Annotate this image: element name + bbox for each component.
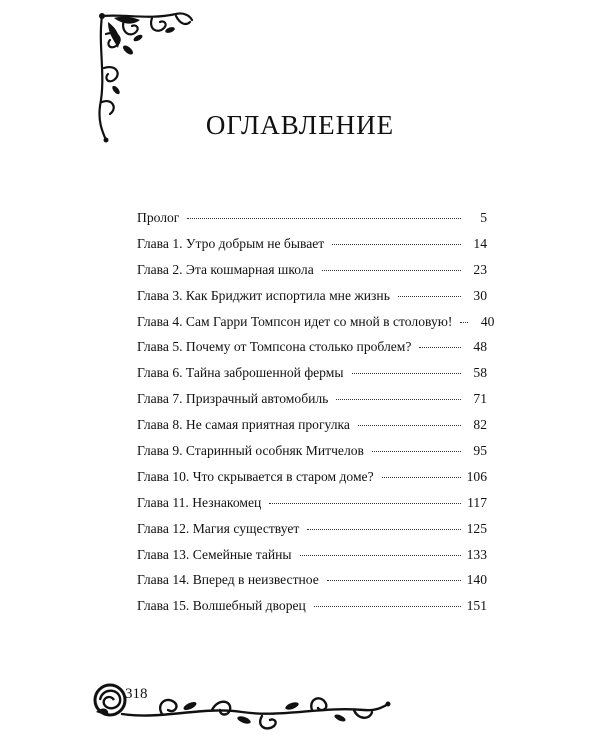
toc-entry-chapter-13[interactable] [137, 542, 487, 568]
toc-entry-prologue[interactable] [137, 205, 487, 231]
toc-entry-page: 23 [473, 261, 487, 277]
toc-entry-page: 125 [466, 520, 487, 536]
toc-entry-chapter-7[interactable] [137, 386, 487, 412]
toc-entry-page: 106 [466, 468, 487, 484]
toc-entry-chapter-1[interactable] [137, 231, 487, 257]
toc-entry-chapter-3[interactable] [137, 283, 487, 309]
toc-entry-title: Глава 15. Волшебный дворец [137, 598, 306, 614]
dot-leader [398, 296, 461, 297]
toc-entry-title: Глава 1. Утро добрым не бывает [137, 235, 325, 251]
toc-entry-chapter-9[interactable] [137, 438, 487, 464]
toc-entry-chapter-10[interactable] [137, 464, 487, 490]
dot-leader [352, 373, 461, 374]
dot-leader [322, 270, 461, 271]
toc-entry-chapter-4[interactable] [137, 309, 495, 335]
page-title: ОГЛАВЛЕНИЕ [205, 110, 395, 141]
toc-entry-page: 30 [473, 287, 487, 303]
toc-entry-title: Глава 12. Магия существует [137, 520, 300, 536]
dot-leader [372, 451, 461, 452]
dot-leader [307, 529, 461, 530]
toc-entry-page: 140 [466, 572, 487, 588]
toc-entry-title: Глава 9. Старинный особняк Митчелов [137, 443, 364, 459]
toc-entry-page: 5 [480, 210, 487, 225]
dot-leader [332, 244, 461, 245]
dot-leader [269, 503, 461, 504]
dot-leader [187, 218, 461, 219]
toc-entry-page: 71 [473, 391, 487, 407]
toc-entry-chapter-5[interactable] [137, 334, 487, 360]
toc-entry-chapter-15[interactable] [137, 593, 487, 619]
toc-entry-title: Глава 3. Как Бриджит испортила мне жизнь [137, 287, 390, 303]
toc-entry-page: 117 [467, 494, 487, 510]
toc-entry-page: 133 [466, 546, 487, 562]
toc-entry-chapter-11[interactable] [137, 490, 487, 516]
toc-entry-chapter-2[interactable] [137, 257, 487, 283]
toc-entry-title: Глава 14. Вперед в неизвестное [137, 572, 319, 588]
table-of-contents [137, 205, 495, 619]
toc-entry-page: 58 [473, 365, 487, 381]
toc-entry-title: Глава 2. Эта кошмарная школа [137, 261, 314, 277]
toc-entry-page: 151 [466, 598, 487, 614]
toc-entry-title: Глава 4. Сам Гарри Томпсон идет со мной в столовую! [137, 313, 453, 329]
dot-leader [358, 425, 461, 426]
toc-entry-chapter-14[interactable] [137, 567, 487, 593]
dot-leader [327, 580, 461, 581]
toc-entry-page: 48 [473, 339, 487, 355]
dot-leader [300, 555, 461, 556]
dot-leader [314, 606, 461, 607]
toc-entry-chapter-8[interactable] [137, 412, 487, 438]
toc-entry-page: 82 [473, 417, 487, 433]
dot-leader [419, 347, 461, 348]
toc-entry-chapter-6[interactable] [137, 360, 487, 386]
toc-entry-title: Глава 8. Не самая приятная прогулка [137, 417, 350, 433]
toc-entry-title: Глава 13. Семейные тайны [137, 546, 292, 562]
dot-leader [460, 322, 468, 323]
toc-entry-title: Глава 7. Призрачный автомобиль [137, 391, 329, 407]
toc-entry-title: Глава 6. Тайна заброшенной фермы [137, 365, 344, 381]
dot-leader [382, 477, 461, 478]
toc-entry-title: Глава 11. Незнакомец [137, 494, 262, 510]
page-number: 318 [125, 686, 148, 702]
toc-entry-title: Глава 10. Что скрывается в старом доме? [137, 468, 374, 484]
toc-entry-page: 95 [473, 443, 487, 459]
toc-entry-page: 40 [480, 313, 495, 329]
toc-entry-page: 14 [473, 235, 487, 251]
toc-entry-title: Глава 5. Почему от Томпсона столько проблем? [137, 339, 412, 355]
toc-entry-title: Пролог [137, 210, 180, 225]
toc-entry-chapter-12[interactable] [137, 516, 487, 542]
dot-leader [336, 399, 461, 400]
